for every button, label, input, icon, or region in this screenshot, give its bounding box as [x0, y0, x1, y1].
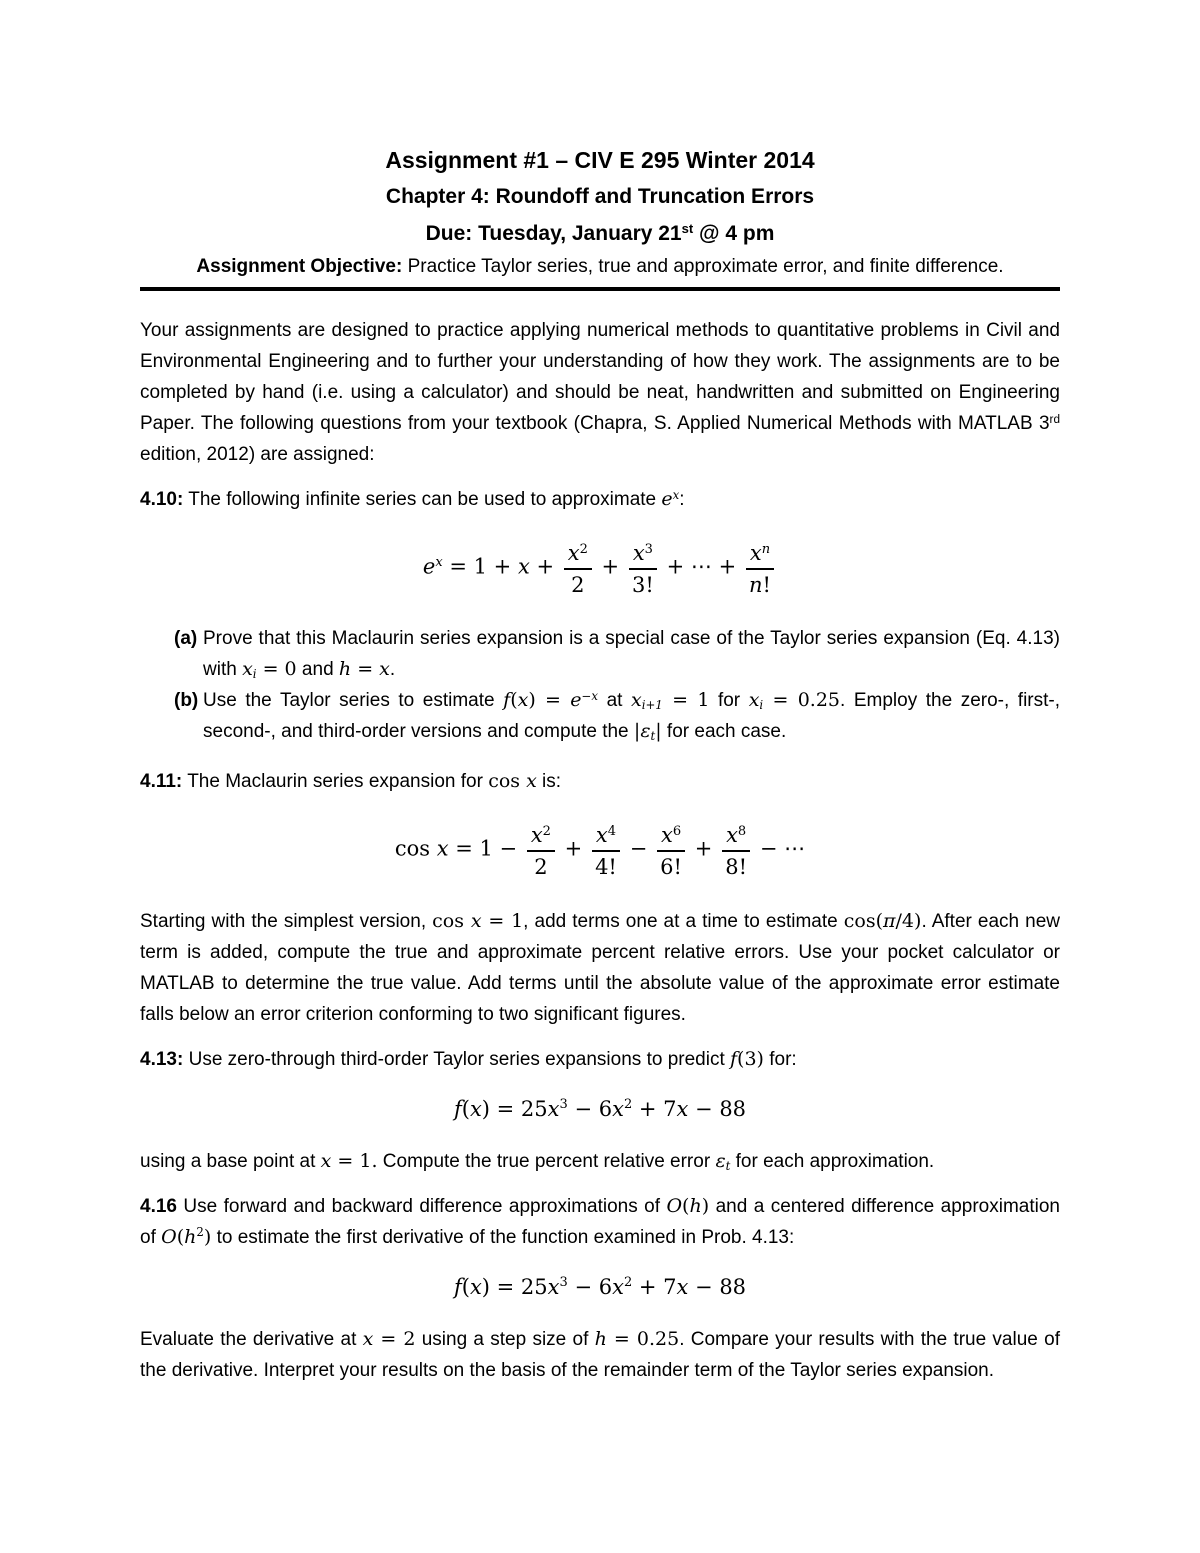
text-run: x — [567, 541, 580, 565]
fraction-denominator — [722, 852, 750, 879]
text-run: = 0 — [256, 658, 297, 681]
math-fraction — [564, 539, 592, 597]
text-run: Compute the true percent relative error — [377, 1150, 716, 1172]
text-run: x — [469, 1096, 482, 1121]
text-run: x — [660, 823, 673, 848]
text-run: to estimate the first derivative of the function examined in Prob. 4.13: — [211, 1226, 795, 1248]
text-run: ( — [176, 1225, 185, 1248]
text-run: ( — [461, 1096, 470, 1121]
text-run: x — [547, 1096, 560, 1121]
text-run: 4.11: — [140, 771, 183, 793]
text-run: cos — [394, 836, 437, 861]
due-date-line — [140, 216, 1060, 252]
text-run: f — [730, 1047, 738, 1070]
formula-cubic-polynomial-1 — [140, 1096, 1060, 1121]
text-run: h — [338, 658, 352, 681]
text-run: x — [595, 823, 608, 848]
text-run: − 6 — [567, 1274, 613, 1299]
math-fraction — [592, 821, 620, 879]
text-run: h — [689, 1194, 702, 1217]
formula-cosine-series — [140, 821, 1060, 879]
item-a — [140, 623, 1060, 685]
text-run: + ⋯ + — [659, 554, 743, 579]
text-run: i — [759, 698, 764, 713]
text-run: 4 — [607, 824, 617, 840]
text-run: ) = — [528, 689, 571, 712]
text-run: x — [436, 836, 449, 861]
text-run: x — [435, 555, 443, 571]
text-run: 2 — [623, 1097, 633, 1113]
list-item-label: (a) — [174, 628, 198, 650]
text-run: and — [296, 659, 339, 681]
text-run: cos( — [843, 909, 884, 932]
text-run: 8 — [737, 824, 747, 840]
text-run: i+1 — [641, 698, 663, 713]
text-run: + — [594, 554, 626, 579]
text-run: = 1 − — [448, 836, 524, 861]
text-run: O — [161, 1225, 177, 1248]
text-run: ) — [701, 1194, 710, 1217]
text-run: ) = 25 — [481, 1096, 548, 1121]
text-run: t — [650, 729, 656, 744]
text-run: x — [379, 658, 390, 681]
header-divider — [140, 287, 1060, 291]
text-run: x — [320, 1149, 332, 1172]
text-run: f — [453, 1274, 462, 1299]
text-run: + — [557, 836, 589, 861]
text-run: x — [726, 823, 738, 848]
list-item-body — [203, 690, 1060, 742]
text-run: x — [748, 689, 760, 712]
text-run: for: — [763, 1048, 797, 1070]
text-run: x — [242, 658, 253, 681]
text-run: for — [709, 690, 749, 712]
text-run: x — [517, 554, 530, 579]
text-run: Your assignments are designed to practice applying numerical methods to quantitative problems in Civil and Environmental Engineering and to further your understanding of how they work. The assignments are to be completed by hand (i.e. using a calculator) and should be neat, handwritten and submitted on Engineering Paper. The following questions from your textbook (Chapra, S. Applied Numerical Methods with MATLAB 3 — [140, 320, 1060, 434]
text-run: 2 — [579, 541, 588, 557]
text-run: Starting with the simplest version, — [140, 910, 433, 932]
math-fraction — [657, 821, 685, 879]
text-run: x — [530, 823, 543, 848]
math-fraction — [746, 539, 774, 597]
item-b — [140, 685, 1060, 747]
text-run: Use zero-through third-order Taylor series expansions to predict — [183, 1048, 730, 1070]
text-run: for each case. — [661, 721, 787, 743]
text-run: and a centered difference approximation of — [140, 1195, 1060, 1248]
text-run: = 1 + — [442, 554, 518, 579]
problem-4-11-heading — [140, 766, 1060, 797]
due-text: Due: Tuesday, January 21 — [425, 222, 682, 245]
text-run: e — [422, 554, 436, 579]
text-run: O — [666, 1194, 683, 1217]
text-run: x — [470, 909, 482, 932]
text-run: i — [252, 667, 257, 682]
formula-exponential-series — [140, 539, 1060, 597]
text-run: x — [612, 1096, 624, 1121]
fraction-denominator — [592, 852, 620, 879]
text-run: 2 — [571, 573, 585, 598]
text-run: − 6 — [567, 1096, 613, 1121]
text-run: . — [389, 659, 396, 681]
intro-paragraph — [140, 315, 1060, 470]
text-run: /4) — [895, 909, 922, 932]
text-run: at — [598, 690, 631, 712]
text-run: Prove that this Maclaurin series expansion is a special case of the Taylor series expansion (Eq. 4.13) with — [203, 628, 1060, 681]
text-run: x — [749, 541, 762, 565]
text-run: Use the Taylor series to estimate — [203, 690, 504, 712]
text-run: x — [676, 1096, 689, 1121]
list-item-label: (b) — [174, 690, 199, 712]
text-run: ( — [461, 1274, 470, 1299]
text-run: The following infinite series can be used to approximate — [183, 489, 662, 510]
text-run: + — [529, 554, 561, 579]
text-run: x — [612, 1274, 624, 1299]
text-run: t — [725, 1158, 731, 1173]
fraction-numerator — [592, 821, 620, 852]
text-run: + 7 — [632, 1096, 677, 1121]
objective-line — [140, 252, 1060, 282]
fraction-denominator — [746, 570, 774, 597]
text-run: h — [184, 1225, 197, 1248]
text-run: e — [570, 689, 582, 712]
text-run: 2 — [534, 855, 548, 880]
text-run: | — [633, 720, 641, 743]
text-run: (3) — [737, 1047, 764, 1070]
due-ordinal-suffix: st — [681, 220, 694, 236]
document-header — [140, 142, 1060, 291]
text-run: Use forward and backward difference approximations of — [176, 1195, 667, 1217]
fraction-numerator — [657, 821, 685, 852]
text-run: −x — [581, 688, 599, 703]
text-run: , add terms one at a time to estimate — [523, 910, 844, 932]
text-run: 3 — [644, 541, 653, 557]
fraction-denominator — [629, 570, 657, 597]
fraction-numerator — [527, 821, 555, 852]
text-run: 4.13: — [140, 1048, 184, 1070]
objective-text: Practice Taylor series, true and approximate error, and finite difference. — [402, 256, 1004, 277]
text-run: x — [469, 1274, 482, 1299]
fraction-denominator — [564, 570, 592, 597]
text-run: 2 — [196, 1225, 204, 1240]
text-run: . Compare your results with the true value of the derivative. Interpret your results on the basis of the remainder term of the Taylor series expansion. — [140, 1328, 1060, 1381]
problem-4-10-heading — [140, 484, 1060, 515]
fraction-numerator — [746, 539, 774, 570]
text-run: π — [883, 909, 896, 932]
text-run: n — [761, 541, 771, 557]
text-run: | — [655, 720, 662, 743]
math-fraction — [722, 821, 750, 879]
text-run: − 88 — [688, 1274, 747, 1299]
text-run: . Employ the zero-, first-, second-, and third-order versions and compute the — [203, 690, 1061, 743]
text-run: + 7 — [632, 1274, 677, 1299]
text-run: = — [351, 658, 380, 681]
text-run: using a base point at — [140, 1150, 321, 1172]
text-run: ε — [640, 720, 651, 743]
text-run: x — [362, 1327, 374, 1350]
text-run: 4.10: — [140, 489, 184, 510]
text-run: : — [679, 489, 685, 510]
text-run: x — [517, 689, 529, 712]
text-run: ) = 25 — [481, 1274, 548, 1299]
text-run: ! — [762, 573, 771, 598]
text-run: f — [503, 689, 511, 712]
text-run: rd — [1049, 412, 1060, 426]
text-run: = 1 — [481, 909, 524, 932]
objective-label: Assignment Objective: — [196, 256, 403, 277]
text-run: for each approximation. — [730, 1150, 935, 1172]
text-run: ( — [510, 689, 518, 712]
chapter-subtitle: Chapter 4: Roundoff and Truncation Errors — [385, 185, 815, 208]
text-run: e — [661, 488, 673, 510]
text-run: x — [672, 487, 680, 502]
text-run: 4.16 — [140, 1195, 177, 1217]
text-run: 3! — [631, 573, 654, 598]
text-run: n — [748, 573, 763, 598]
text-run: f — [453, 1096, 462, 1121]
text-run: 2 — [623, 1275, 633, 1291]
text-run: 8! — [725, 855, 748, 880]
fraction-numerator — [722, 821, 750, 852]
problem-4-13-heading — [140, 1044, 1060, 1075]
fraction-numerator — [629, 539, 657, 570]
text-run: is: — [536, 771, 562, 793]
assignment-title: Assignment #1 – CIV E 295 Winter 2014 — [385, 147, 815, 173]
text-run: 6 — [672, 824, 682, 840]
fraction-denominator — [527, 852, 555, 879]
text-run: − ⋯ — [753, 836, 806, 861]
text-run: x — [526, 770, 537, 793]
text-run: = 2 — [373, 1327, 416, 1350]
text-run: x — [632, 541, 645, 565]
text-run: = 0.25 — [763, 689, 841, 712]
text-run: Evaluate the derivative at — [140, 1328, 363, 1350]
text-run: x — [630, 689, 642, 712]
text-run: 6! — [660, 855, 682, 880]
text-run: ( — [682, 1194, 690, 1217]
text-run: = 1. — [331, 1149, 378, 1172]
text-run: using a step size of — [415, 1328, 595, 1350]
document-blocks — [140, 315, 1060, 1386]
text-run: . After each new term is added, compute the true and approximate percent relative errors. Use your pocket calculator or MATLAB to determine the true value. Add terms until the absolute value of the approximate error estimate falls below an error criterion conforming to two significant figures. — [140, 910, 1061, 1025]
text-run: ) — [203, 1225, 212, 1248]
text-run: The Maclaurin series expansion for — [182, 771, 489, 793]
math-fraction — [527, 821, 555, 879]
problem-4-16-heading — [140, 1191, 1060, 1253]
due-time: @ 4 pm — [693, 222, 775, 245]
text-run: ε — [715, 1149, 726, 1172]
text-run: 2 — [542, 824, 551, 840]
text-run: x — [676, 1274, 689, 1299]
text-run: edition, 2012) are assigned: — [140, 444, 375, 465]
problem-4-16-paragraph — [140, 1324, 1060, 1386]
text-run: − — [623, 836, 654, 861]
math-fraction — [629, 539, 657, 597]
fraction-denominator — [657, 852, 685, 879]
list-item-body — [203, 628, 1060, 680]
text-run: 4! — [595, 855, 617, 880]
text-run: cos — [488, 770, 527, 793]
text-run: 3 — [559, 1275, 568, 1291]
problem-4-11-paragraph — [140, 906, 1060, 1030]
text-run: + — [688, 836, 720, 861]
text-run: x — [547, 1274, 560, 1299]
text-run: cos — [432, 909, 471, 932]
problem-4-13-paragraph — [140, 1146, 1060, 1177]
fraction-numerator — [564, 539, 592, 570]
text-run: h — [594, 1327, 607, 1350]
text-run: = 1 — [662, 689, 710, 712]
text-run: 3 — [559, 1097, 568, 1113]
text-run: = 0.25 — [606, 1327, 680, 1350]
formula-cubic-polynomial-2 — [140, 1274, 1060, 1299]
text-run: − 88 — [688, 1096, 747, 1121]
